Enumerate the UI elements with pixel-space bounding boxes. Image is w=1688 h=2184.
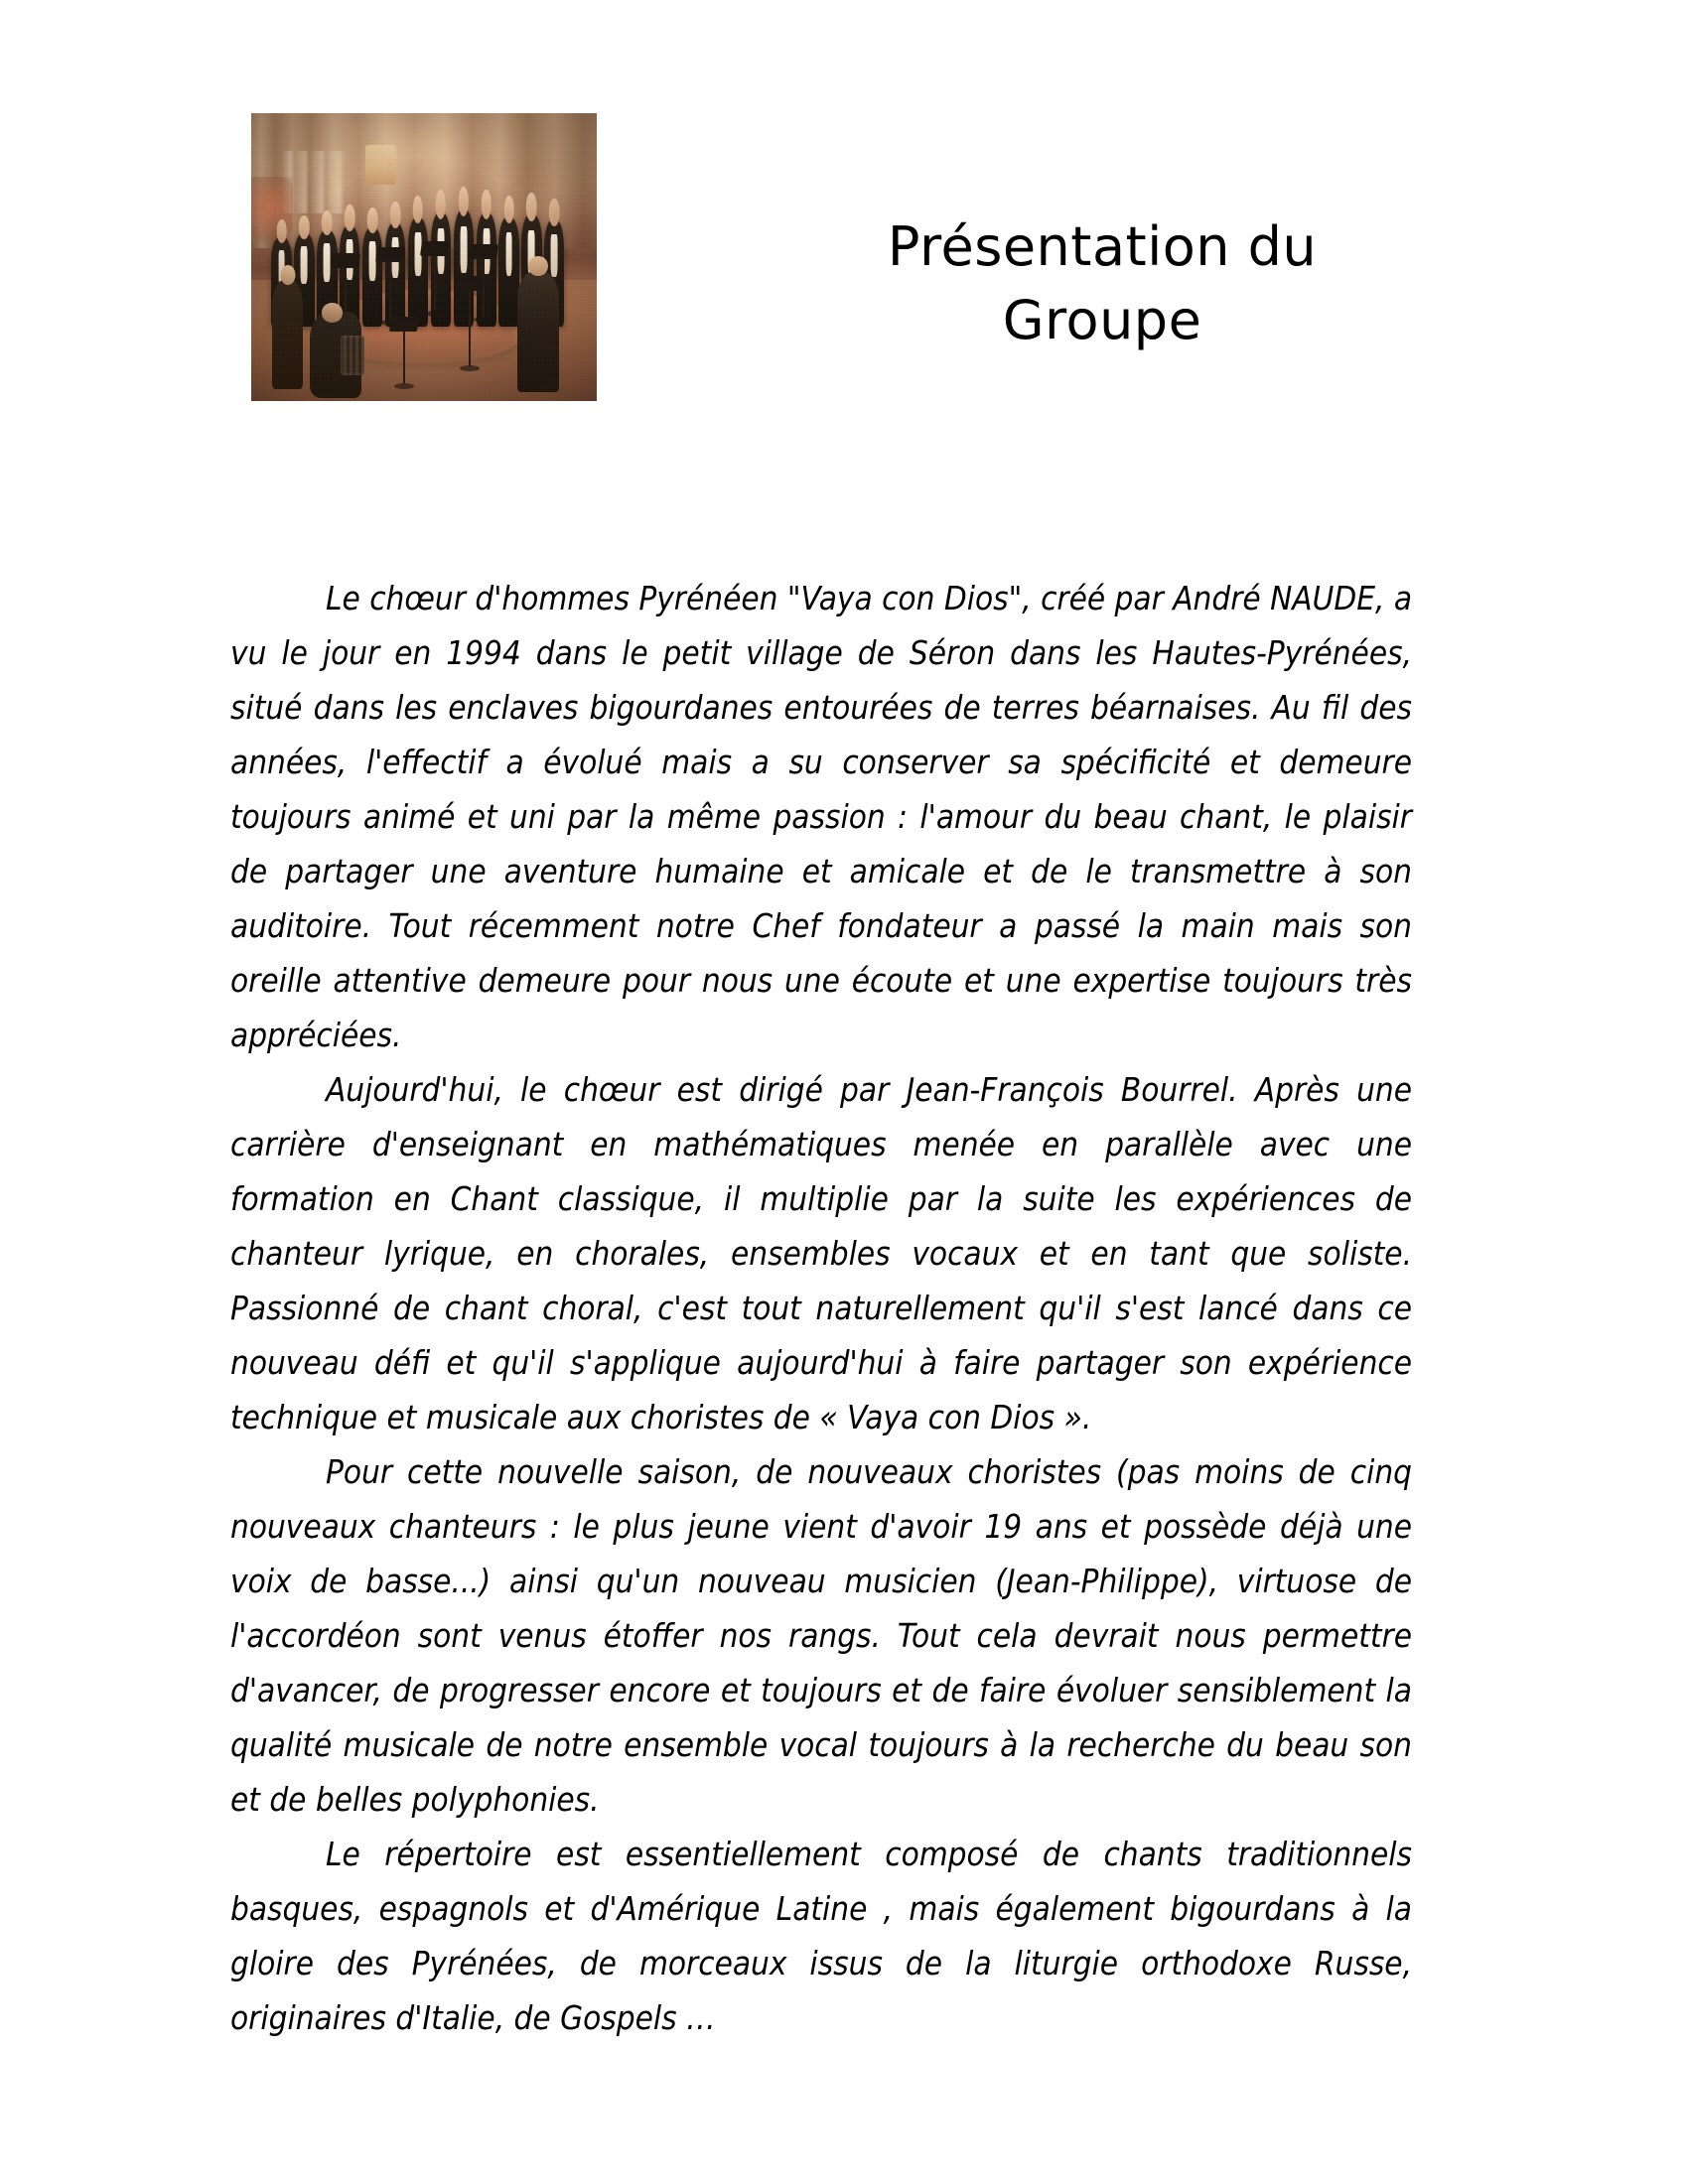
- page-title-line-1: Présentation du: [887, 215, 1318, 279]
- photo-background: [251, 113, 597, 401]
- singer: [477, 212, 496, 327]
- altar-tabernacle: [365, 145, 396, 186]
- conductor: [517, 272, 559, 393]
- paragraph-repertoire: Le répertoire est essentiellement composé de chants traditionnels basques, espagnols et d'Amérique Latine , mais également bigourdans à la gloire des Pyrénées, de morceaux issus de la liturgie orthodoxe Russe, originaires d'Italie, de Gospels …: [230, 1835, 1412, 2037]
- accordionist: [310, 312, 361, 398]
- singer: [385, 222, 405, 327]
- music-stand: [434, 251, 436, 312]
- paragraph-intro: Le chœur d'hommes Pyrénéen "Vaya con Dios", créé par André NAUDE, a vu le jour en 1994 dans le petit village de Séron dans les Hautes-Pyrénées, situé dans les enclaves bigourdanes entourées de terres béarnaises. Au fil des années, l'effectif a évolué mais a su conserver sa spécificité et demeure toujours animé et uni par la même passion : l'amour du beau chant, le plaisir de partager une aventure humaine et amicale et de le transmettre à son auditoire. Tout récemment notre Chef fondateur a passé la main mais son oreille attentive demeure pour nous une écoute et une expertise toujours très appréciées.: [230, 579, 1413, 1054]
- document-body: [230, 571, 1412, 2045]
- music-stand: [389, 257, 391, 321]
- page-title: [774, 210, 1430, 356]
- page-title-line-2: Groupe: [1002, 288, 1202, 351]
- standing-man: [272, 280, 303, 389]
- singer: [498, 217, 518, 327]
- document-header: [0, 0, 1688, 536]
- choir-photo: [251, 113, 597, 401]
- paragraph-director: Aujourd'hui, le chœur est dirigé par Jean-François Bourrel. Après une carrière d'enseignant en mathématiques menée en parallèle avec une formation en Chant classique, il multiplie par la suite les expériences de chanteur lyrique, en chorales, ensembles vocaux et en tant que soliste. Passionné de chant choral, c'est tout naturellement qu'il s'est lancé dans ce nouveau défi et qu'il s'applique aujourd'hui à faire partager son expérience technique et musicale aux choristes de « Vaya con Dios ».: [230, 1070, 1412, 1436]
- music-stand: [469, 286, 471, 366]
- paragraph-new-season: Pour cette nouvelle saison, de nouveaux choristes (pas moins de cinq nouveaux chanteurs : le plus jeune vient d'avoir 19 ans et possède déjà une voix de basse...) ainsi qu'un nouveau musicien (Jean-Philippe), virtuose de l'accordéon sont venus étoffer nos rangs. Tout cela devrait nous permettre d'avancer, de progresser encore et toujours et de faire évoluer sensiblement la qualité musicale de notre ensemble vocal toujours à la recherche du beau son et de belles polyphonies.: [230, 1452, 1412, 1819]
- singer: [408, 217, 428, 327]
- singer: [362, 227, 382, 327]
- music-stand: [403, 327, 405, 384]
